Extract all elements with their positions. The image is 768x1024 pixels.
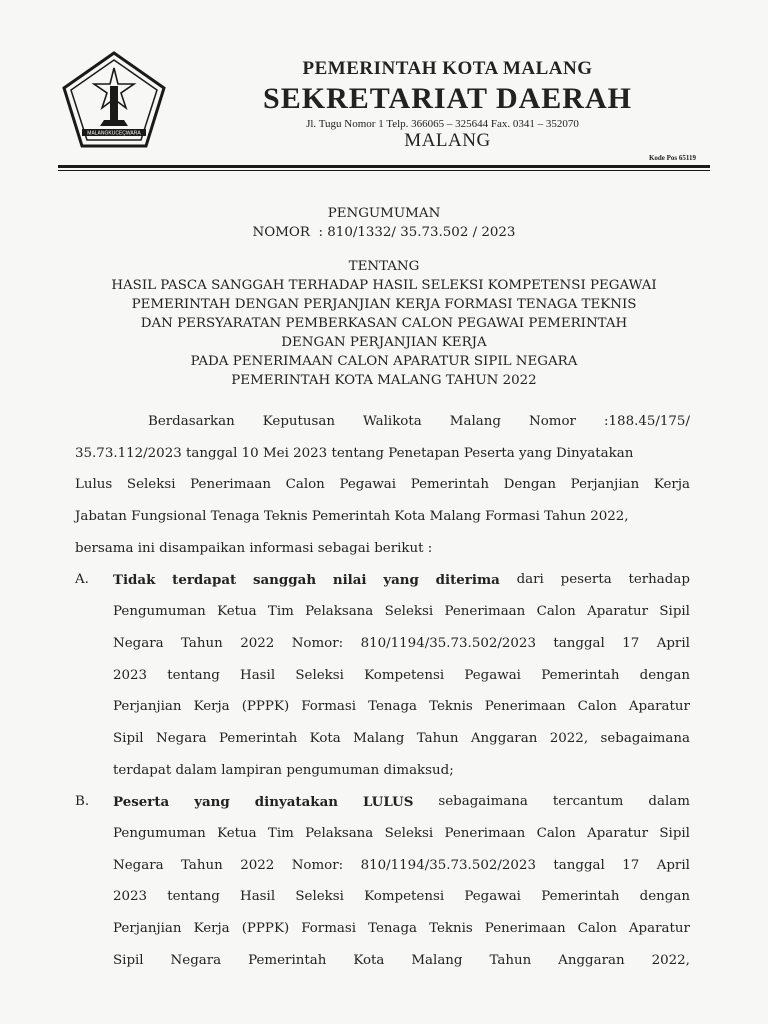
text-line — [75, 919, 690, 951]
letterhead-city: MALANG — [404, 130, 491, 151]
letterhead-divider-thin — [58, 170, 710, 171]
text-line — [75, 666, 690, 698]
word: Teknis — [429, 921, 473, 936]
word: Perjanjian — [113, 921, 182, 936]
word: Malang — [449, 414, 501, 429]
word: dari — [516, 572, 544, 588]
text-line — [75, 602, 690, 634]
word: 2022 — [240, 857, 275, 873]
text-line-content — [75, 507, 690, 527]
word: Kerja — [653, 477, 690, 493]
word: Pemerintah — [541, 889, 620, 905]
word: 810/1194/35.73.502/2023 — [360, 635, 536, 651]
list-marker: B. — [75, 794, 90, 810]
text-line — [75, 951, 690, 983]
word: Pegawai — [464, 889, 521, 905]
word: Jabatan Fungsional Tenaga Teknis Pemerintah Kota Malang Formasi Tahun 2022, — [75, 509, 629, 525]
text-line — [75, 697, 690, 729]
text-line-content — [75, 444, 690, 464]
text-line — [75, 729, 690, 761]
word: Kota — [353, 952, 385, 968]
word: sanggah — [252, 572, 317, 589]
subject-line: DAN PERSYARATAN PEMBERKASAN CALON PEGAWAI PEMERINTAH — [140, 316, 628, 331]
word: Sipil — [113, 952, 144, 968]
word: 35.73.112/2023 tanggal 10 Mei 2023 tentang Penetapan Peserta yang Dinyatakan — [75, 445, 634, 461]
word: 2022, — [549, 730, 589, 746]
letterhead-divider — [58, 165, 710, 168]
text-line-content — [113, 919, 690, 939]
word: Calon — [577, 921, 617, 936]
word: Penerimaan — [484, 699, 566, 715]
word: terdapat dalam lampiran pengumuman dimaksud; — [113, 762, 454, 778]
word: Sipil — [659, 604, 690, 620]
word: tentang — [167, 667, 220, 683]
announcement-number: NOMOR : 810/1332/ 35.73.502 / 2023 — [252, 225, 516, 240]
word: April — [656, 635, 690, 651]
text-line-content — [113, 602, 690, 622]
word: 2022, — [651, 952, 690, 968]
word: dalam — [648, 794, 690, 810]
city-emblem-logo — [60, 50, 168, 150]
word: Pegawai — [464, 667, 521, 683]
text-line — [75, 634, 690, 666]
word: Hasil — [240, 667, 276, 683]
word: Aparatur — [628, 921, 690, 936]
word: Teknis — [429, 699, 473, 715]
word: LULUS — [362, 794, 414, 811]
word: Negara — [113, 635, 164, 651]
word: Calon — [285, 477, 325, 493]
text-line-content — [113, 856, 690, 876]
letterhead-government: PEMERINTAH KOTA MALANG — [302, 58, 593, 79]
subject-line: PADA PENERIMAAN CALON APARATUR SIPIL NEGARA — [190, 354, 578, 369]
word: Dengan — [503, 477, 557, 493]
announcement-title: PENGUMUMAN — [327, 206, 441, 221]
subject-line: HASIL PASCA SANGGAH TERHADAP HASIL SELEKSI KOMPETENSI PEGAWAI — [111, 278, 657, 293]
list-item-b — [75, 792, 690, 982]
word: Perjanjian — [570, 477, 640, 493]
word: terhadap — [628, 572, 690, 588]
text-line — [75, 507, 690, 539]
word: Kerja — [193, 921, 230, 936]
word: Berdasarkan — [148, 414, 235, 429]
text-line — [75, 412, 690, 444]
word: Sipil — [113, 730, 144, 746]
word: Tahun — [489, 952, 532, 968]
word: April — [656, 857, 690, 873]
word: yang — [383, 572, 419, 589]
text-line — [75, 824, 690, 856]
word: tercantum — [552, 794, 624, 810]
word: Pengumuman — [113, 604, 206, 620]
announcement-header — [0, 204, 768, 242]
word: 2023 — [113, 667, 148, 683]
text-line — [75, 856, 690, 888]
subject-line: PEMERINTAH DENGAN PERJANJIAN KERJA FORMASI TENAGA TEKNIS — [131, 297, 637, 312]
subject-line: DENGAN PERJANJIAN KERJA — [281, 335, 487, 350]
word: Penerimaan — [190, 477, 271, 493]
announcement-subject — [0, 257, 768, 390]
word: Ketua — [217, 825, 257, 841]
word: Anggaran — [470, 730, 538, 746]
word: Seleksi — [295, 889, 344, 905]
word: Pemerintah — [541, 667, 620, 683]
word: Tidak — [113, 572, 156, 589]
text-line-content — [75, 539, 690, 559]
word: Calon — [577, 699, 617, 715]
word: (PPPK) — [241, 921, 290, 936]
text-line-content — [113, 697, 690, 717]
word: dinyatakan — [254, 794, 338, 811]
word: 17 — [622, 857, 640, 873]
text-line-content — [113, 887, 690, 907]
word: dengan — [639, 889, 690, 905]
word: Hasil — [240, 889, 276, 905]
list-item-a — [75, 570, 690, 792]
word: terdapat — [172, 572, 237, 589]
word: Penerimaan — [484, 921, 566, 936]
word: Tenaga — [368, 921, 418, 936]
word: Tahun — [416, 730, 459, 746]
word: Kota — [309, 730, 341, 746]
text-line-content — [113, 729, 690, 749]
word: :188.45/175/ — [604, 414, 690, 429]
text-line — [75, 539, 690, 571]
word: Tim — [267, 604, 294, 620]
word: dengan — [639, 667, 690, 683]
word: Perjanjian — [113, 699, 182, 715]
list-marker: A. — [75, 572, 89, 588]
word: Pengumuman — [113, 825, 206, 841]
text-line — [75, 475, 690, 507]
word: tentang — [167, 889, 220, 905]
word: Pemerintah — [248, 952, 327, 968]
letterhead-office: SEKRETARIAT DAERAH — [263, 82, 632, 115]
word: Tahun — [181, 857, 223, 873]
word: Pemerintah — [410, 477, 489, 493]
word: 810/1194/35.73.502/2023 — [360, 857, 536, 873]
word: Malang — [411, 952, 463, 968]
word: Negara — [156, 730, 207, 746]
word: Ketua — [217, 604, 257, 620]
word: Nomor: — [291, 635, 344, 651]
word: Lulus — [75, 477, 113, 493]
tentang-label: TENTANG — [348, 259, 420, 274]
word: tanggal — [553, 857, 605, 873]
word: Aparatur — [628, 699, 690, 715]
word: Peserta — [113, 794, 170, 811]
word: Penerimaan — [444, 825, 526, 841]
word: Seleksi — [384, 825, 434, 841]
word: Seleksi — [384, 604, 434, 620]
word: sebagaimana — [438, 794, 528, 810]
word: Aparatur — [587, 825, 649, 841]
text-line-content — [113, 824, 690, 844]
word: (PPPK) — [241, 699, 290, 715]
letterhead-address: Jl. Tugu Nomor 1 Telp. 366065 – 325644 Fax. 0341 – 352070 — [306, 118, 579, 130]
logo-motto: MALANGKUCEÇWARA — [87, 130, 141, 137]
word: sebagaimana — [600, 730, 690, 746]
word: Negara — [170, 952, 222, 968]
letterhead — [0, 0, 768, 175]
word: 17 — [622, 635, 640, 651]
word: 2022 — [240, 635, 275, 651]
text-line — [75, 761, 690, 793]
postal-code: Kode Pos 65119 — [648, 154, 696, 162]
word: Calon — [536, 825, 576, 841]
word: Malang — [353, 730, 405, 746]
word: Kompetensi — [364, 889, 445, 905]
text-line-content — [113, 761, 690, 781]
word: Seleksi — [295, 667, 344, 683]
word: 2023 — [113, 889, 148, 905]
text-line — [75, 887, 690, 919]
text-line-content — [113, 792, 690, 812]
word: Tim — [267, 825, 294, 841]
word: Nomor: — [291, 857, 344, 873]
word: Pelaksana — [305, 825, 374, 841]
word: bersama ini disampaikan informasi sebagai berikut : — [75, 540, 433, 556]
word: Keputusan — [262, 414, 335, 429]
text-line-content — [75, 475, 690, 495]
word: Kompetensi — [364, 667, 445, 683]
word: nilai — [332, 572, 367, 589]
word: Sipil — [659, 825, 690, 841]
word: Tahun — [181, 635, 223, 651]
text-line — [75, 570, 690, 602]
text-line-content — [148, 412, 690, 432]
text-line-content — [113, 570, 690, 590]
word: yang — [194, 794, 230, 811]
intro-paragraph — [75, 412, 690, 570]
word: diterima — [435, 572, 500, 589]
word: peserta — [560, 572, 612, 588]
word: Formasi — [301, 699, 357, 715]
word: Nomor — [529, 414, 576, 429]
text-line-content — [113, 634, 690, 654]
word: Pelaksana — [305, 604, 374, 620]
word: Negara — [113, 857, 164, 873]
word: Anggaran — [558, 952, 625, 968]
letter-body — [75, 412, 690, 982]
word: Formasi — [301, 921, 357, 936]
text-line — [75, 444, 690, 476]
word: tanggal — [553, 635, 605, 651]
word: Kerja — [193, 699, 230, 715]
word: Penerimaan — [444, 604, 526, 620]
text-line — [75, 792, 690, 824]
text-line-content — [113, 951, 690, 971]
word: Tenaga — [368, 699, 418, 715]
word: Pegawai — [339, 477, 397, 493]
word: Aparatur — [587, 604, 649, 620]
word: Pemerintah — [219, 730, 298, 746]
word: Walikota — [363, 414, 422, 429]
text-line-content — [113, 666, 690, 686]
word: Calon — [536, 604, 576, 620]
word: Seleksi — [126, 477, 176, 493]
subject-line: PEMERINTAH KOTA MALANG TAHUN 2022 — [231, 373, 537, 388]
